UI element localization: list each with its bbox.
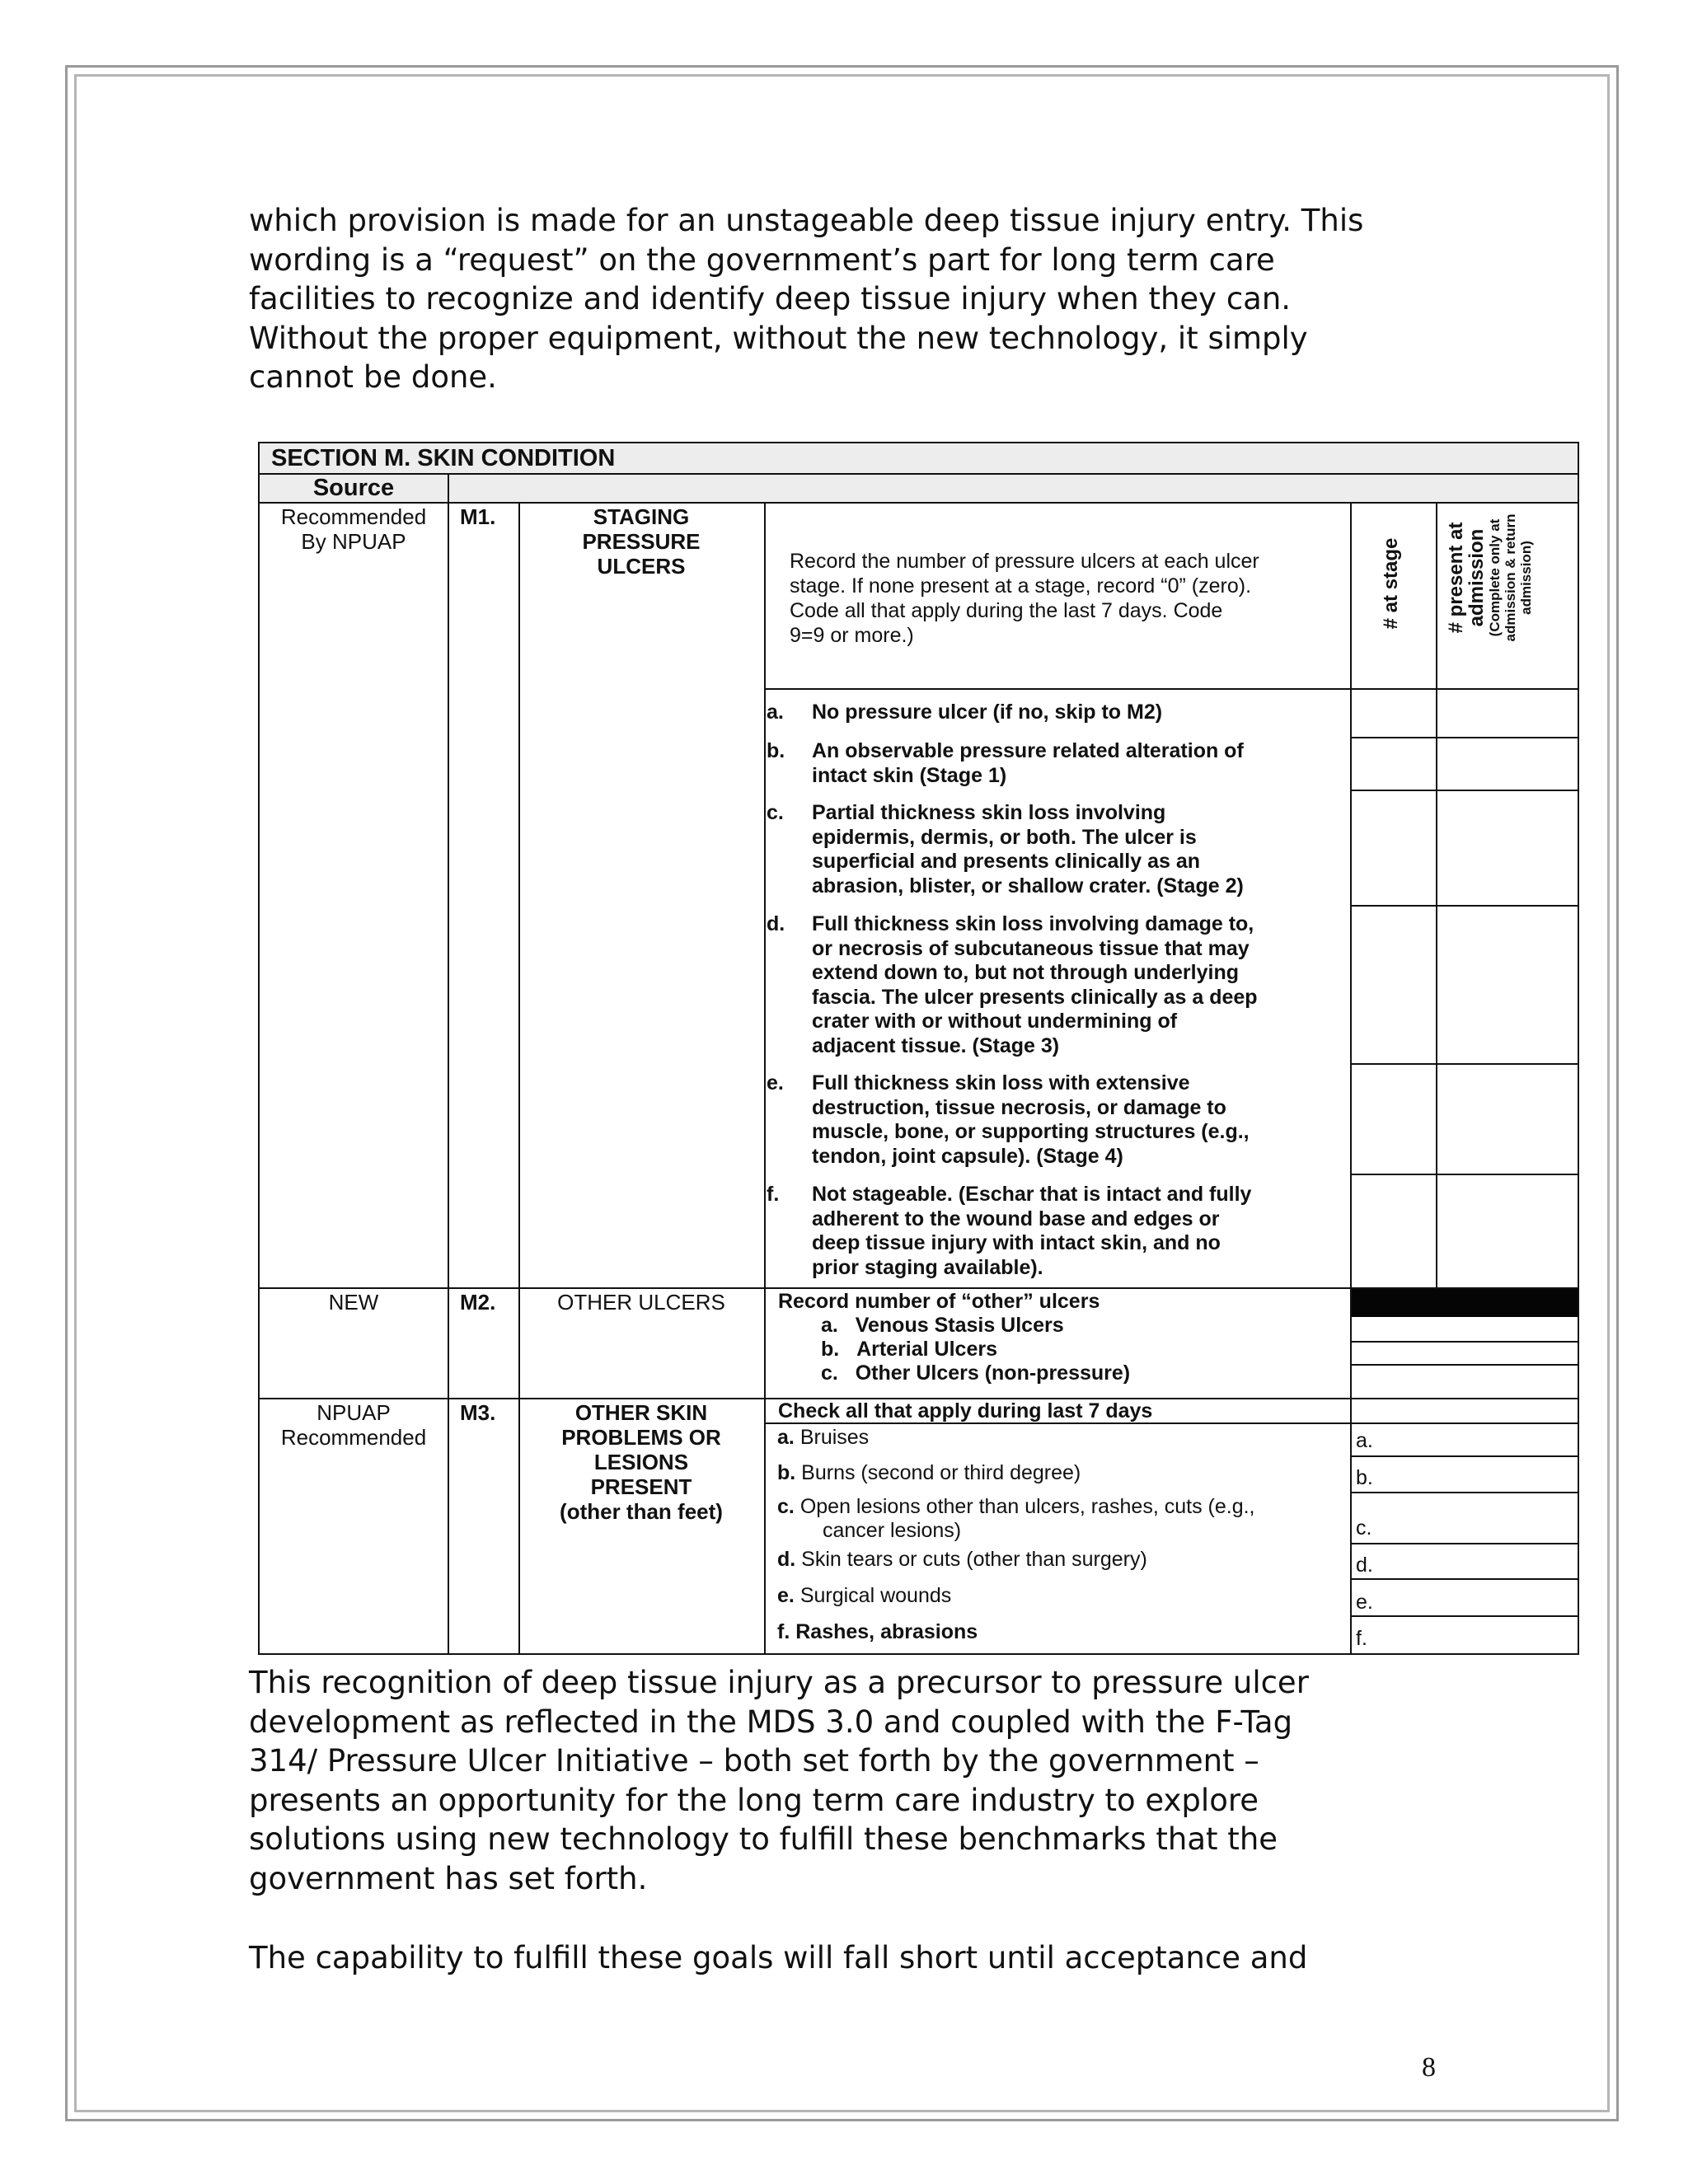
intro-line: which provision is made for an unstageable deep tissue injury entry. This [249,203,1364,238]
m3-response-b: b. [1356,1466,1373,1489]
m2-source: NEW [328,1290,379,1315]
m1-instructions: Record the number of pressure ulcers at each ulcer stage. If none present at a stage, record “0” (zero). Code all that apply during the last 7 days. Code 9=9 or more.) [790,550,1259,647]
intro-line: cannot be done. [249,359,497,395]
rule [260,502,1578,504]
rule [1350,1615,1578,1617]
m1-label: STAGING PRESSURE ULCERS [582,504,701,579]
rule [764,502,766,1653]
intro-line: wording is a “request” on the government’s part for long term care [249,241,1275,278]
m2-header: Record number of “other” ulcers a. Venous Stasis Ulcers b. Arterial Ulcers c. Other Ulcers (non-pressure) [778,1290,1131,1385]
m2-code: M2. [460,1290,496,1315]
shaded-cell [1352,1289,1578,1317]
rule [1350,1455,1578,1457]
m3-response-d: d. [1356,1554,1373,1577]
m3-item-a: a. Bruises [777,1426,870,1449]
rule [1350,1543,1578,1544]
intro-line: facilities to recognize and identify deep tissue injury when they can. [249,281,1292,316]
intro-line: Without the proper equipment, without the new technology, it simply [249,320,1308,356]
outro-line: government has set forth. [249,1860,648,1896]
rule [1350,502,1352,1653]
section-m-table: SECTION M. SKIN CONDITION Source Recommended By NPUAP M1. STAGING PRESSURE ULCERS Record the number of pressure ulcers at each ulcer stage. If none present at a stage, record “0” (zero). Code all that apply during the last 7 days. Code 9=9 or more.) # at stage # present at admission (Complete only at admission & return admission) a. No pressure ulcer (if no, skip to M2) b. An observable pressure related alteration of intact skin (Stage 1) c. Partial thickness skin loss involving epidermis, dermis, or both. The ulcer is superficial and presents clinically as an abrasion, blister, or shallow crater. (Stage 2) d. Full thickness skin loss involving damage to, or necrosis of subcutaneous tissue that may extend down to, but not through underlying fascia. The ulcer presents clinically as a deep crater with or without undermining of adjacent tissue. (Stage 3) e. Full thickness skin loss with extensive destruction, tissue necrosis, or damage to muscle, bone, or supporting structures (e.g., tendon, joint capsule). (Stage 4) f. Not stageable. (Eschar that is intact and fully adherent to the wound base and edges or deep tissue injury with intact skin, and no prior staging available). NEW M2. OTHER ULCERS Record number of “other” ulcers a. Venous Stasis Ulcers b. Arterial Ulcers c. Other Ulcers (non-pressure) NPUAP Recommended M3. OTHER SKIN PROBLEMS OR LESIONS PRESENT (other than feet) Check all that apply during last 7 days a. Bruises b. Burns (second or third degree) c. Open lesions other than ulcers, rashes, cuts (e.g., cancer lesions) d. Skin tears or cuts (other than surgery) e. Surgical wounds f. Rashes, abrasions a. b. c. d. e. f. [258,442,1579,1655]
rule [1350,1578,1578,1580]
m1-code: M1. [460,504,496,529]
m3-label: OTHER SKIN PROBLEMS OR LESIONS PRESENT (other than feet) [560,1400,723,1524]
rule [1350,1364,1578,1366]
m3-item-f: f. Rashes, abrasions [777,1620,978,1643]
rule [260,473,1578,475]
intro-paragraph [249,201,1485,397]
rule [1350,1174,1578,1175]
source-band [260,474,1578,502]
source-header: Source [312,475,395,501]
m2-label: OTHER ULCERS [557,1290,725,1315]
outro-line: This recognition of deep tissue injury as a precursor to pressure ulcer [249,1665,1309,1700]
rule [1350,737,1578,738]
col-at-stage-header: # at stage [1380,537,1402,630]
page-number: 8 [1422,2052,1436,2083]
outro-line: solutions using new technology to fulfill these benchmarks that the [249,1821,1278,1857]
m3-response-e: e. [1356,1591,1373,1614]
outro-line: presents an opportunity for the long term care industry to explore [249,1782,1259,1818]
m3-item-d: d. Skin tears or cuts (other than surgery) [777,1548,1147,1571]
rule [448,473,449,1653]
m3-item-b: b. Burns (second or third degree) [777,1461,1081,1484]
rule [1436,502,1437,1287]
outro-line: development as reflected in the MDS 3.0 and coupled with the F-Tag [249,1704,1293,1740]
m3-response-c: c. [1356,1516,1372,1540]
m3-source: NPUAP Recommended [280,1400,427,1450]
m3-response-f: f. [1356,1627,1367,1650]
m3-item-c: c. Open lesions other than ulcers, rashes, cuts (e.g., cancer lesions) [777,1495,1255,1542]
rule [1350,1341,1578,1343]
m3-code: M3. [460,1400,496,1425]
outro-line: 314/ Pressure Ulcer Initiative – both set forth by the government – [249,1743,1259,1779]
rule [1350,790,1578,791]
closing-paragraph [249,1938,1485,1978]
m1-source: Recommended By NPUAP [280,504,427,554]
col-present-header: # present at admission (Complete only at admission & return admission) [1445,513,1534,642]
rule [1350,905,1578,907]
m3-header: Check all that apply during last 7 days [778,1399,1153,1422]
rule [764,688,1578,690]
m3-item-e: e. Surgical wounds [777,1584,952,1607]
section-title: SECTION M. SKIN CONDITION [271,445,616,471]
rule [1350,1492,1578,1493]
rule [1350,1063,1578,1065]
m3-response-a: a. [1356,1429,1373,1452]
outro-paragraph [249,1663,1485,1898]
closing-line: The capability to fulfill these goals will fall short until acceptance and [249,1940,1308,1975]
